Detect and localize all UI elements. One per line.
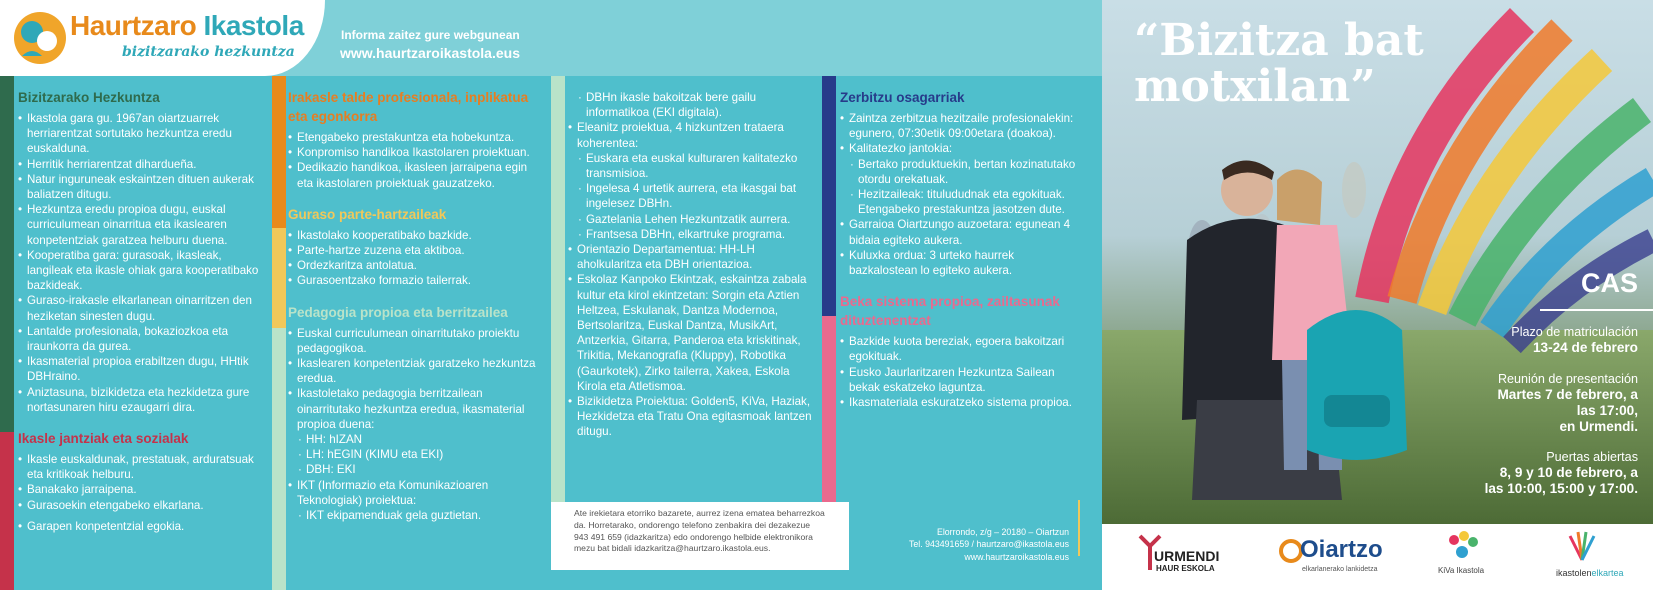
cas-divider [1540,309,1653,311]
oiartzo-logo-sub: elkarlanerako lankidetza [1302,566,1378,573]
contact-line[interactable]: Tel. 943491659 / haurtzaro@ikastola.eus [908,539,1069,550]
stripe-orange [272,76,286,228]
list-item: • Ikasmateriala eskuratzeko sistema propioa. [840,395,1080,410]
stripe-navy [822,76,836,316]
column-3 [568,90,816,440]
list-item: • Etengabeko prestakuntza eta hobekuntza. [288,130,540,145]
registration-note: Ate irekietara etorriko bazarete, aurrez izena ematea beharrezkoa da. Horretarako, ondorengo telefono zenbakira dei dezakezue 943 491 659 (idazkaritza) edo ondorengo helbide elektronikora mezu bat bidali idazkaritza@haurtzaro.ikastola.eus. [551,502,849,570]
section-title-beka: Beka sistema propioa, zailtasunak dituztenentzat [840,294,1060,329]
stripe-yellow [272,228,286,328]
urmendi-logo-text: URMENDI [1154,548,1220,564]
list-column-3 [568,90,816,440]
address-block [850,526,1069,563]
list-irakasle [288,130,540,191]
ikastola-logo-icon [12,10,68,66]
section-title-ikasle: Ikasle jantziak eta sozialak [18,431,189,447]
stripe-lightgreen [272,328,286,590]
stripe-lightgreen-2 [551,76,565,502]
list-item: • Garapen konpetentzial egokia. [18,519,266,534]
list-guraso [288,228,540,289]
list-item: • Ikastola gara gu. 1967an oiartzuarrek herriarentzat sortutako hezkuntza eredu euskalduna. [18,111,266,157]
list-item: • Aniztasuna, bizikidetza eta hezkidetza gure nortasunaren hiru ezaugarri dira. [18,385,266,415]
list-subitem: · LH: hEGIN (KIMU eta EKI) [288,447,540,462]
list-item: • Ikasmaterial propioa erabiltzen dugu, HHtik DBHraino. [18,354,266,384]
partner-logos [1102,524,1653,590]
info-text: Informa zaitez gure webgunean [341,28,520,42]
list-item: • Eskolaz Kanpoko Ekintzak, eskaintza zabala kultur eta kirol ekintzetan: Sorgin eta Aztien Heltzea, Eskulanak, Dantza Modernoa, Bertsolaritza, Euskal Dantza, MusikArt, Antzerkia, Gitarra, Panderoa eta kriskitinak, Trikitia, Mekanografia (Kluppy), Robotika (Gaurkotek), Zirko tailerra, Xakea, Eskola Kirola eta Atletismoa. [568,272,816,394]
list-item: • Gurasoentzako formazio tailerrak. [288,273,540,288]
ikastolen-elkartea-logo-text: ikastolenelkartea [1556,568,1624,578]
logo-title: Haurtzaro Ikastola [70,10,304,41]
list-item: • Kalitatezko jantokia: [840,141,1080,156]
list-subitem: · HH: hIZAN [288,432,540,447]
list-item: • Herritik herriarentzat dihardueña. [18,157,266,172]
list-item: • Kooperatiba gara: gurasoak, ikasleak, langileak eta ikasle ohiak gara kooperatibako bazkideak. [18,248,266,294]
list-item: • Ikaslearen konpetentziak garatzeko hezkuntza eredua. [288,356,540,386]
poster-quote: “Bizitza bat motxilan” [1134,15,1424,112]
stripe-red [0,432,14,590]
list-subitem: · DBH: EKI [288,462,540,477]
list-subitem: · Hezitzaileak: titulududnak eta egokituak. Etengabeko prestakuntza jasotzen dute. [840,187,1080,217]
address-divider [1078,500,1080,556]
list-item: • Bazkide kuota bereziak, egoera bakoitzari egokituak. [840,334,1080,364]
list-subitem: · IKT ekipamenduak gela guztietan. [288,508,540,523]
list-item: • Dedikazio handikoa, ikasleen jarraipena egin eta ikastolaren proiektuak gauzatzeko. [288,160,540,190]
list-item: • Garraioa Oiartzungo auzoetara: egunean 4 bidaia egiteko aukera. [840,217,1080,247]
stripe-pink [822,316,836,502]
website-link[interactable]: www.haurtzaroikastola.eus [340,45,520,61]
list-item: • Bizikidetza Proiektua: Golden5, KiVa, Haziak, Hezkidetza eta Tratu Ona egitasmoak lantzen ditugu. [568,394,816,440]
oiartzo-logo-text: Oiartzo [1300,536,1383,563]
kiva-logo-icon [1444,530,1482,564]
list-item: • Banakako jarraipena. [18,482,266,497]
reunion-block: Reunión de presentación Martes 7 de febrero, a las 17:00, en Urmendi. [1497,372,1638,434]
list-subitem: · Ingelesa 4 urtetik aurrera, eta ikasgai bat ingelesez DBHn. [568,181,816,211]
section-title-irakasle: Irakasle talde profesionala, inplikatua eta egonkorra [288,90,529,124]
list-subitem: · Frantsesa DBHn, elkartruke programa. [568,227,816,242]
ikastolen-elkartea-logo-icon [1564,530,1600,564]
list-item: • Guraso-irakasle elkarlanean oinarritzen den heziketan sinesten dugu. [18,293,266,323]
list-item: • Natur inguruneak eskaintzen dituen aukerak baliatzen ditugu. [18,172,266,202]
puertas-block: Puertas abiertas 8, 9 y 10 de febrero, a las 10:00, 15:00 y 17:00. [1484,450,1638,496]
list-subitem: · Bertako produktuekin, bertan kozinatutako otordu orekatuak. [840,157,1080,187]
list-item: • Konpromiso handikoa Ikastolaren proiektuan. [288,145,540,160]
plazo-block: Plazo de matriculación 13-24 de febrero [1511,325,1638,355]
list-item: • Kuluxka ordua: 3 urteko haurrek bazkalostean lo egiteko aukera. [840,248,1080,278]
list-subitem: · Euskara eta euskal kulturaren kalitatezko transmisioa. [568,151,816,181]
kiva-logo-text: KiVa Ikastola [1438,566,1485,575]
list-item: • Euskal curriculumean oinarritutako proiektu pedagogikoa. [288,326,540,356]
list-item: • Lantalde profesionala, bokaziozkoa eta iraunkorra da gurea. [18,324,266,354]
list-item: • Parte-hartze zuzena eta aktiboa. [288,243,540,258]
list-item: • Ordezkaritza antolatua. [288,258,540,273]
address-line: Elorrondo, z/g – 20180 – Oiartzun [936,527,1069,537]
section-title-pedagogia: Pedagogia propioa eta berritzailea [288,304,508,320]
list-beka [840,334,1080,410]
list-item: • Eusko Jaurlaritzaren Hezkuntza Sailean bekak eskatzeko laguntza. [840,365,1080,395]
section-title-bizitzarako: Bizitzarako Hezkuntza [18,90,160,105]
list-subitem: · Gaztelania Lehen Hezkuntzatik aurrera. [568,212,816,227]
column-2 [288,88,540,537]
list-item: • Ikastolako kooperatibako bazkide. [288,228,540,243]
list-item: • Ikasle euskaldunak, prestatuak, arduratsuak eta kritikoak helburu. [18,452,266,482]
list-item: • Orientazio Departamentua: HH-LH aholkularitza eta DBH orientazioa. [568,242,816,272]
list-bizitzarako [18,111,266,415]
list-item: • Hezkuntza eredu propioa dugu, euskal curriculumean oinarritua eta ikaslearen konpetentziak garatzea helburu duena. [18,202,266,248]
stripe-green [0,76,14,432]
list-pedagogia [288,326,540,524]
list-ikasle [18,452,266,534]
list-item: • Zaintza zerbitzua hezitzaile profesionalekin: egunero, 07:30etik 09:00etara (doakoa). [840,111,1080,141]
website-line[interactable]: www.haurtzaroikastola.eus [964,551,1069,562]
logo-subtitle: bizitzarako hezkuntza [122,44,295,60]
list-item: • Ikastoletako pedagogia berritzailean oinarritutako hezkuntza eredua, ikasmaterial propioa duena: [288,386,540,432]
list-item: • Gurasoekin etengabeko elkarlana. [18,498,266,513]
column-1 [18,88,266,548]
section-title-zerbitzu: Zerbitzu osagarriak [840,90,965,105]
list-zerbitzu [840,111,1080,278]
urmendi-logo-sub: HAUR ESKOLA [1156,564,1215,573]
list-item: • Eleanitz proiektua, 4 hizkuntzen trataera koherentea: [568,120,816,150]
section-title-guraso: Guraso parte-hartzaileak [288,206,447,222]
cas-label: CAS [1580,268,1638,298]
list-item: • IKT (Informazio eta Komunikazioaren Teknologiak) proiektua: [288,478,540,508]
column-4 [840,88,1080,424]
list-subitem: · DBHn ikasle bakoitzak bere gailu informatikoa (EKI digitala). [568,90,816,120]
